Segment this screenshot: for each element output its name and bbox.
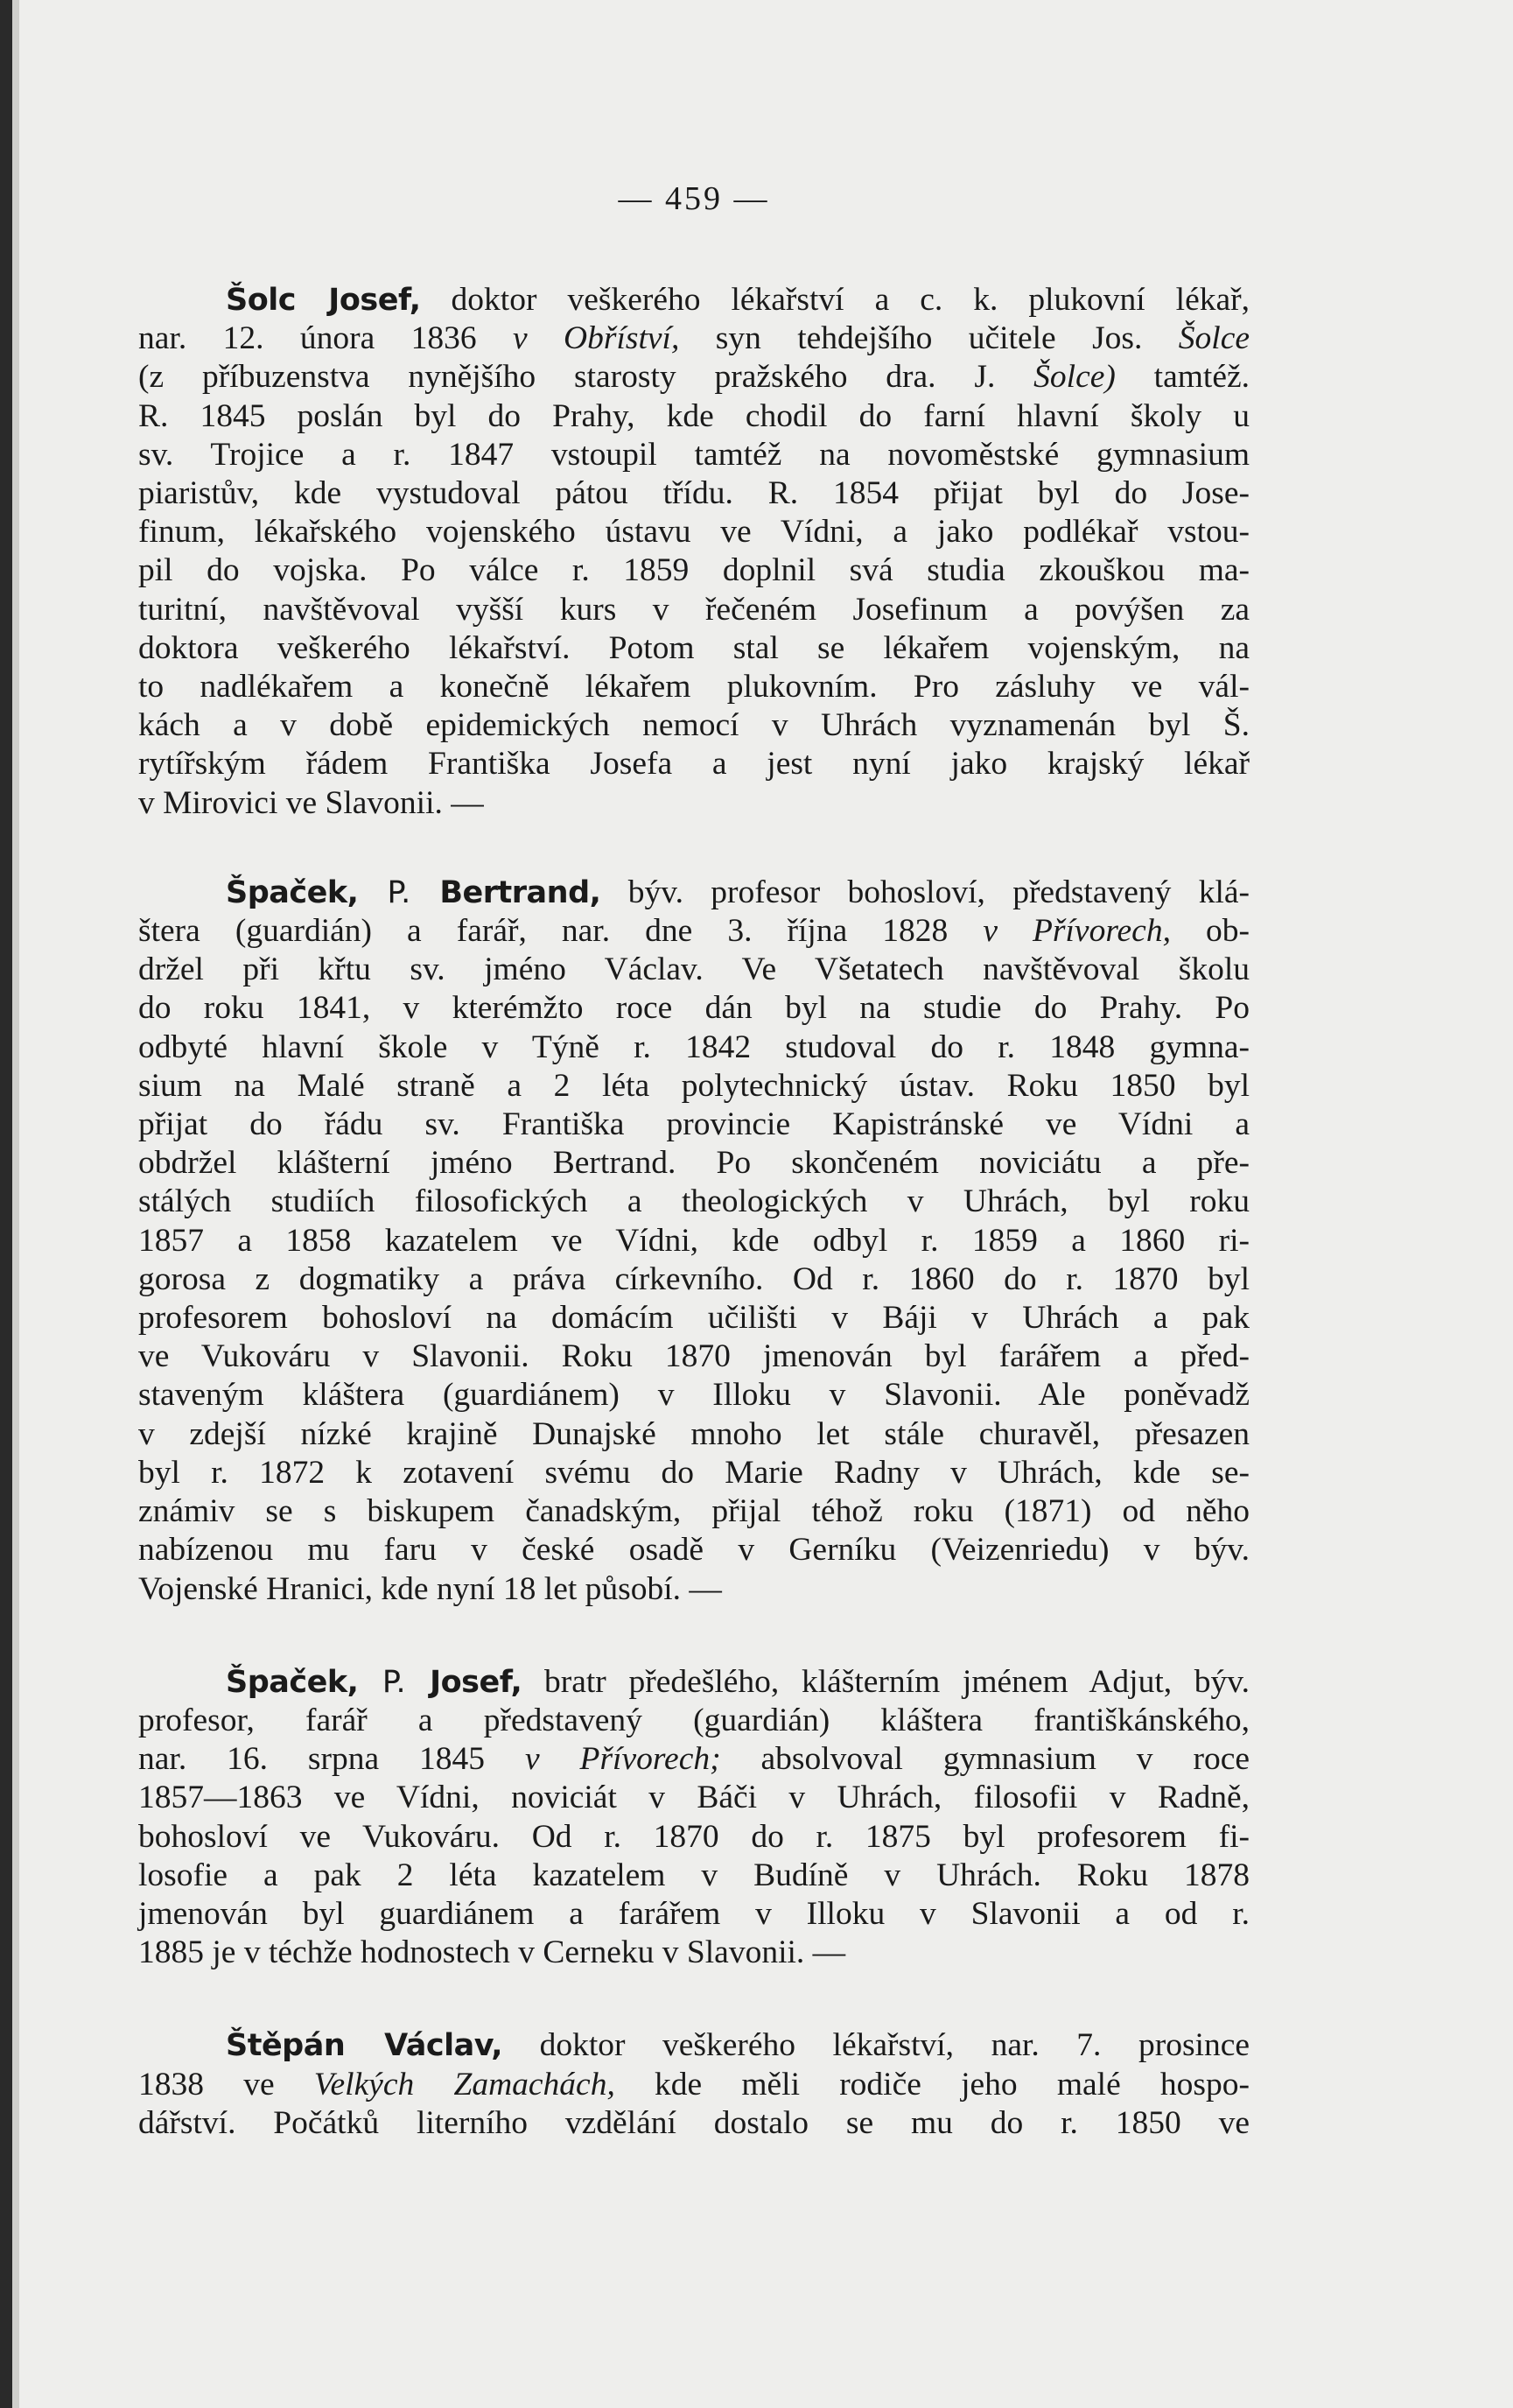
text-line: sium na Malé straně a 2 léta polytechnický ústav. Roku 1850 byl <box>138 1067 1250 1104</box>
text-line: losofie a pak 2 léta kazatelem v Budíně v Uhrách. Roku 1878 <box>138 1857 1250 1893</box>
text-line: 1885 je v téchže hodnostech v Cerneku v Slavonii. — <box>138 1934 846 1971</box>
text-line: finum, lékařského vojenského ústavu ve Vídni, a jako podlékař vstou- <box>138 514 1250 551</box>
text-line: byl r. 1872 k zotavení svému do Marie Radny v Uhrách, kde se- <box>138 1454 1250 1491</box>
text-line: nar. 12. února 1836 v Obříství, syn tehdejšího učitele Jos. Šolce <box>138 320 1250 357</box>
text-line: držel při křtu sv. jméno Václav. Ve Všetatech navštěvoval školu <box>138 951 1250 988</box>
book-page <box>138 179 1250 2197</box>
entry-name: Šolc Josef, <box>226 283 421 318</box>
text-line: turitní, navštěvoval vyšší kurs v řečeném Josefinum a povýšen za <box>138 591 1250 628</box>
entry-stepan-vaclav <box>138 2026 1250 2143</box>
text-line: gorosa z dogmatiky a práva církevního. Od r. 1860 do r. 1870 byl <box>138 1260 1250 1297</box>
text-line: profesor, farář a představený (guardián) kláštera františkánského, <box>138 1702 1250 1738</box>
text-line: profesorem bohosloví na domácím učilišti v Báji v Uhrách a pak <box>138 1300 1250 1337</box>
text-line: do roku 1841, v kterémžto roce dán byl na studie do Prahy. Po <box>138 990 1250 1027</box>
text-line: Špaček, P. Josef, bratr předešlého, klášterním jménem Adjut, býv. <box>226 1663 1250 1700</box>
text-line: rytířským řádem Františka Josefa a jest nyní jako krajský lékař <box>138 746 1250 783</box>
text-line: (z příbuzenstva nynějšího starosty pražského dra. J. Šolce) tamtéž. <box>138 359 1250 396</box>
text-line: stálých studiích filosofických a theologických v Uhrách, byl roku <box>138 1183 1250 1220</box>
text-line: staveným kláštera (guardiánem) v Illoku v Slavonii. Ale poněvadž <box>138 1377 1250 1414</box>
text-line: Špaček, P. Bertrand, býv. profesor bohosloví, představený klá- <box>226 874 1250 910</box>
text-line: to nadlékařem a konečně lékařem plukovním. Pro zásluhy ve vál- <box>138 669 1250 706</box>
text-line: 1857—1863 ve Vídni, noviciát v Báči v Uhrách, filosofii v Radně, <box>138 1780 1250 1816</box>
text-line: štera (guardián) a farář, nar. dne 3. října 1828 v Přívorech, ob- <box>138 913 1250 950</box>
text-line: doktora veškerého lékařství. Potom stal se lékařem vojenským, na <box>138 629 1250 666</box>
text-line: R. 1845 poslán byl do Prahy, kde chodil do farní hlavní školy u <box>138 397 1250 434</box>
text-line: nar. 16. srpna 1845 v Přívorech; absolvoval gymnasium v roce <box>138 1741 1250 1778</box>
entry-name: Štěpán Václav, <box>226 2028 503 2064</box>
text-line: jmenován byl guardiánem a farářem v Illoku v Slavonii a od r. <box>138 1895 1250 1932</box>
entry-name: Špaček, <box>226 874 359 910</box>
text-line: piaristův, kde vystudoval pátou třídu. R. 1854 přijat byl do Jose- <box>138 475 1250 512</box>
text-line: Štěpán Václav, doktor veškerého lékařství, nar. 7. prosince <box>226 2027 1250 2064</box>
text-line: Šolc Josef, doktor veškerého lékařství a c. k. plukovní lékař, <box>226 282 1250 318</box>
entry-spacek-josef <box>138 1663 1250 1973</box>
text-line: obdržel klášterní jméno Bertrand. Po skončeném noviciátu a pře- <box>138 1145 1250 1182</box>
text-line: dářství. Počátků literního vzdělání dostalo se mu do r. 1850 ve <box>138 2104 1250 2141</box>
entry-name: Špaček, <box>226 1664 359 1700</box>
scan-shadow-left <box>0 0 12 2408</box>
text-line: odbyté hlavní škole v Týně r. 1842 studoval do r. 1848 gymna- <box>138 1028 1250 1065</box>
scan-edge <box>12 0 19 2408</box>
text-line: ve Vukováru v Slavonii. Roku 1870 jmenován byl farářem a před- <box>138 1338 1250 1375</box>
text-line: Vojenské Hranici, kde nyní 18 let působí. — <box>138 1570 722 1607</box>
text-line: nabízenou mu faru v české osadě v Gerníku (Veizenriedu) v býv. <box>138 1532 1250 1569</box>
text-line: kách a v době epidemických nemocí v Uhrách vyznamenán byl Š. <box>138 707 1250 744</box>
text-line: přijat do řádu sv. Františka provincie Kapistránské ve Vídni a <box>138 1106 1250 1143</box>
page-number: — 459 — <box>618 180 770 217</box>
text-line: známiv se s biskupem čanadským, přijal téhož roku (1871) od něho <box>138 1493 1250 1530</box>
entry-spacek-bertrand <box>138 874 1250 1609</box>
text-line: v Mirovici ve Slavonii. — <box>138 784 484 821</box>
text-line: bohosloví ve Vukováru. Od r. 1870 do r. 1875 byl profesorem fi- <box>138 1818 1250 1855</box>
text-line: 1838 ve Velkých Zamachách, kde měli rodiče jeho malé hospo- <box>138 2066 1250 2103</box>
entry-solc-josef <box>138 281 1250 823</box>
text-line: sv. Trojice a r. 1847 vstoupil tamtéž na novoměstské gymnasium <box>138 436 1250 473</box>
text-line: pil do vojska. Po válce r. 1859 doplnil svá studia zkouškou ma- <box>138 552 1250 589</box>
text-line: 1857 a 1858 kazatelem ve Vídni, kde odbyl r. 1859 a 1860 ri- <box>138 1222 1250 1259</box>
text-line: v zdejší nízké krajině Dunajské mnoho let stále churavěl, přesazen <box>138 1415 1250 1452</box>
